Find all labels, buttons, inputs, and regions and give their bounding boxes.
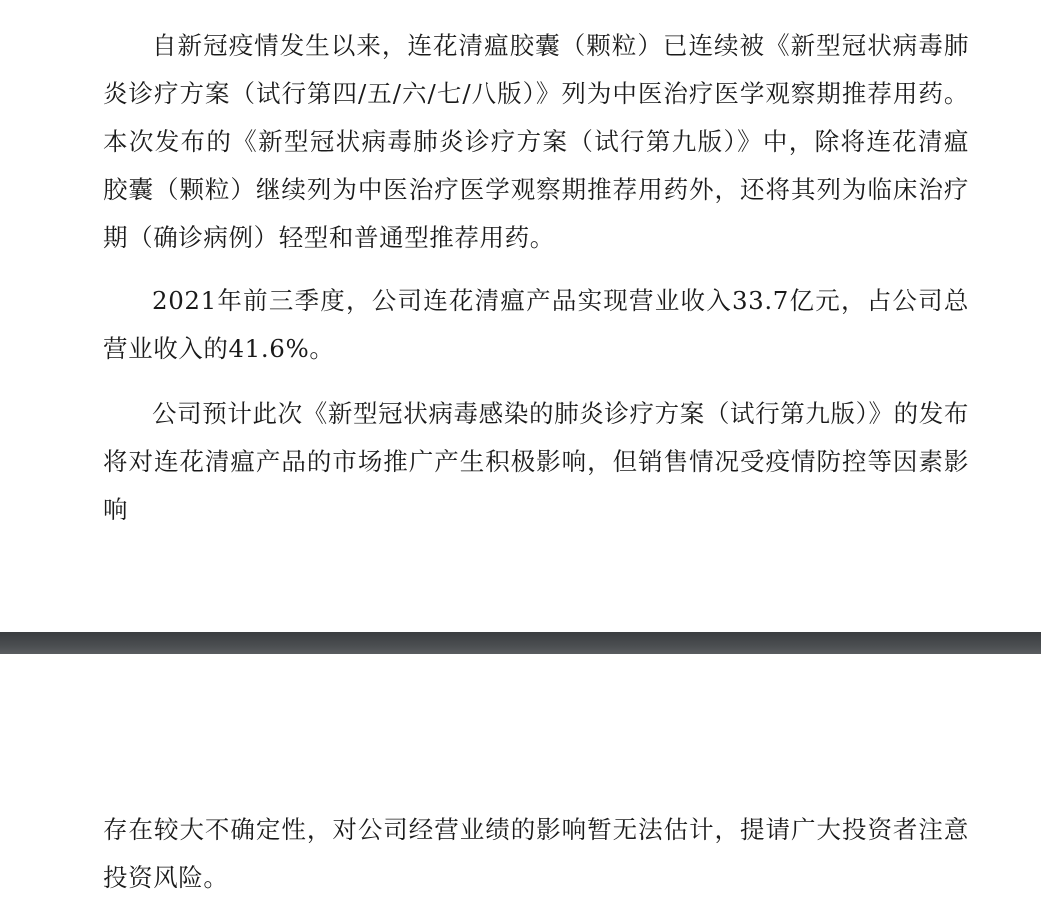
page-break-separator	[0, 632, 1041, 654]
paragraph-revenue-figures: 2021年前三季度，公司连花清瘟产品实现营业收入33.7亿元，占公司总营业收入的41.6%。	[103, 286, 969, 363]
paragraph-company-expectation: 公司预计此次《新型冠状病毒感染的肺炎诊疗方案（试行第九版）》的发布将对连花清瘟产品的市场推广产生积极影响，但销售情况受疫情防控等因素影响	[103, 399, 969, 524]
paragraph-risk-warning: 存在较大不确定性，对公司经营业绩的影响暂无法估计，提请广大投资者注意投资风险。	[103, 815, 969, 892]
paragraph-lianhua-qingwen-guideline: 自新冠疫情发生以来，连花清瘟胶囊（颗粒）已连续被《新型冠状病毒肺炎诊疗方案（试行第四/五/六/七/八版）》列为中医治疗医学观察期推荐用药。本次发布的《新型冠状病毒肺炎诊疗方案（试行第九版）》中，除将连花清瘟胶囊（颗粒）继续列为中医治疗医学观察期推荐用药外，还将其列为临床治疗期（确诊病例）轻型和普通型推荐用药。	[103, 31, 969, 252]
